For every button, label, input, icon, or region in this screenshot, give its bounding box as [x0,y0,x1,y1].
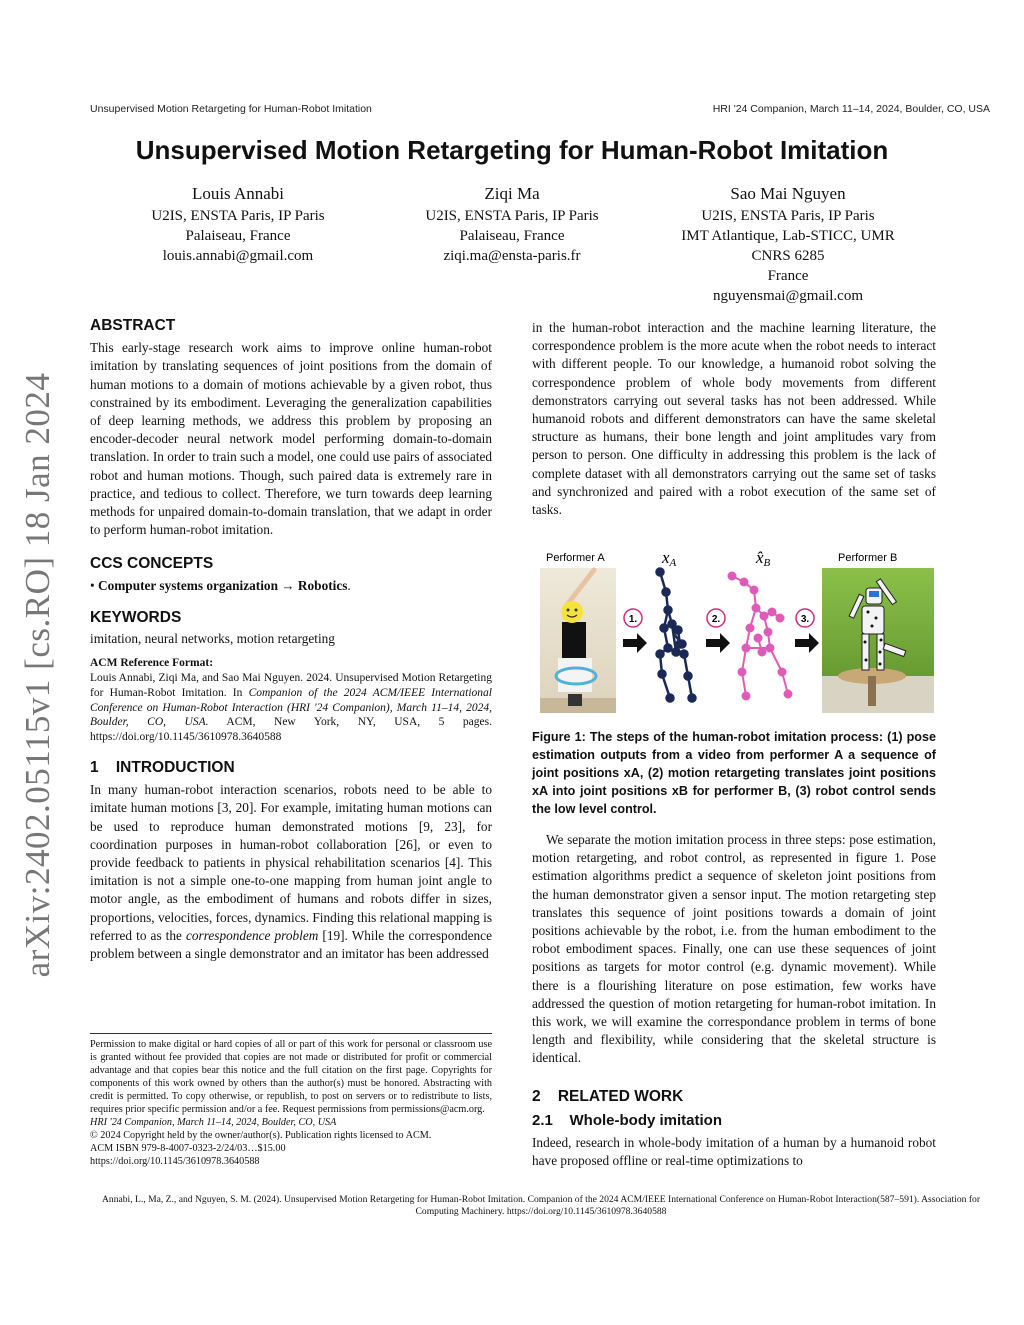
abstract-heading: ABSTRACT [90,317,176,334]
intro-part: In many human-robot interaction scenarios, robots need to be able to imitate human motions [3, 20]. For example, imitating human motions can be used to reproduce human demonstrated motions [9, 23], for coordination purposes in human-robot collaboration [26], or even to provide feedback to patients in physical rehabilitation scenarios [4]. This imitation is not a simple one-to-one mapping from human joint angle to motor angle, as the embodiment of humans and robots differ in sizes, proportions, velocities, forces, dynamics. Finding this relational mapping is referred to as the [90,782,492,943]
step-1-label: 1. [628,614,638,625]
arrow-right-icon [706,633,730,653]
right-top-paragraph: in the human-robot interaction and the machine learning literature, the correspondence problem is the more acute when the robot needs to interact with different people. To our knowledge, a humanoid robot solving the correspondence problem of whole body movements from different demonstrators carrying out several tasks has not been addressed. While humanoid robots and different demonstrators can have the same skeletal structure as humans, their bone length and joint amplitudes vary from person to person. One difficulty in addressing this problem is the lack of complete dataset with all demonstrators carrying out the same set of tasks and synchronized and paired with a robot execution of the same set of tasks. [532,320,936,518]
right-column-top [532,319,936,519]
acm-ref-heading: ACM Reference Format: [90,657,214,670]
author-email: louis.annabi@gmail.com [162,248,314,264]
performer-b-photo [822,568,934,713]
author-name: Louis Annabi [191,184,285,203]
author-affiliation: France [767,268,809,284]
step-2-label: 2. [711,614,721,625]
right-mid-paragraph: We separate the motion imitation process in three steps: pose estimation, motion retargeting, and robot control, as represented in figure 1. Pose estimation algorithms predict a sequence of skeleton joint positions from the human demonstrator given a sensor input. The motion retargeting step translates this sequence of joint positions towards a domain of joint positions achievable by the robot, i.e. from the human embodiment to the robot embodiment spaces. Finally, one can use these sequences of joint positions as targets for motor control (e.g. dynamic movement). While there is a flourishing literature on pose estimation, few works have addressed the question of motion retargeting for human-robot imitation. In this work, we will examine the correspondance problem in terms of bone length and flexibility, while considering that the skeletal structure is identical. [532,832,936,1066]
right-column-mid [532,831,936,1170]
arxiv-stamp [8,370,68,980]
arrow-right-icon [795,633,819,653]
human-skeleton [657,569,696,702]
ccs-period: . [347,577,351,593]
figure-label-xa-sub: A [669,557,677,569]
related-work-text: Indeed, research in whole-body imitation of a human by a humanoid robot have proposed offline or real-time optimizations to [532,1135,936,1169]
author-affiliation: U2IS, ENSTA Paris, IP Paris [701,208,875,224]
figure-1-svg [532,548,936,716]
step-3-label: 3. [800,614,810,625]
author-block-2 [362,184,662,266]
acm-ref-venue: Companion of the 2024 ACM/IEEE International Conference on Human-Robot Interaction (HRI '24 Companion), March 11–14, 2024, Boulder, CO, USA. [90,686,492,729]
keywords-text: imitation, neural networks, motion retargeting [90,631,335,647]
related-work-heading: 2 RELATED WORK [532,1087,684,1105]
figure-1 [532,548,936,716]
author-affiliation: IMT Atlantique, Lab-STICC, UMR [681,228,895,244]
ccs-bullet: • [90,577,95,593]
figure-label-xb [755,548,771,569]
figure-label-xb-sub: B [763,557,771,569]
intro-part: [19]. While the correspondence problem between a single demonstrator and an imitator has been addressed [90,927,492,962]
author-affiliation: U2IS, ENSTA Paris, IP Paris [151,208,325,224]
footnote-copyright: © 2024 Copyright held by the owner/author(s). Publication rights licensed to ACM. [90,1130,432,1141]
permission-text: Permission to make digital or hard copies of all or part of this work for personal or classroom use is granted without fee provided that copies are not made or distributed for profit or commercial advantage and that copies bear this notice and the full citation on the first page. Copyrights for components of this work owned by others than the author(s) must be honored. Abstracting with credit is permitted. To copy otherwise, or republish, to post on servers or to redistribute to lists, requires prior specific permission and/or a fee. Request permissions from permissions@acm.org. [90,1039,492,1115]
left-column [90,317,492,963]
figure-1-caption: Figure 1: The steps of the human-robot imitation process: (1) pose estimation outputs from a video from performer A a sequence of joint positions xA, (2) motion retargeting translates joint positions xA into joint positions xB for performer B, (3) robot control sends the low level control. [532,730,936,816]
acm-ref-part: ACM, New York, NY, USA, 5 pages. https://doi.org/10.1145/3610978.3640588 [90,716,492,744]
author-block-1 [88,184,388,266]
robot-skeleton [729,573,792,700]
running-header-left: Unsupervised Motion Retargeting for Human-Robot Imitation [90,103,372,115]
keywords-heading: KEYWORDS [90,608,182,626]
footnote-isbn: ACM ISBN 979-8-4007-0323-2/24/03…$15.00 [90,1143,286,1154]
acm-ref-text [90,671,492,745]
figure-label-performer-b: Performer B [838,552,898,564]
footnote-doi: https://doi.org/10.1145/3610978.3640588 [90,1156,260,1167]
figure-label-xa-base: x [662,548,670,567]
author-affiliation: U2IS, ENSTA Paris, IP Paris [425,208,599,224]
paper-title: Unsupervised Motion Retargeting for Human-Robot Imitation [135,135,889,165]
author-block-3 [638,184,938,306]
figure-label-xb-base: x̂ [756,548,764,567]
author-affiliation: Palaiseau, France [459,228,565,244]
bottom-citation: Annabi, L., Ma, Z., and Nguyen, S. M. (2024). Unsupervised Motion Retargeting for Human-Robot Imitation. Companion of the 2024 ACM/IEEE International Conference on Human-Robot Interaction(587–591). Association for Computing Machinery. https://doi.org/10.1145/3610978.3640588 [101,1194,981,1217]
acm-ref-part: Louis Annabi, Ziqi Ma, and Sao Mai Nguyen. 2024. Unsupervised Motion Retargeting for Human-Robot Imitation. In [90,672,492,699]
performer-a-photo [540,568,616,713]
intro-heading: 1 INTRODUCTION [90,759,235,777]
arrow-right-icon [623,633,647,653]
ccs-item: Computer systems organization → Robotics [97,577,348,593]
footnote-rule [90,1033,492,1034]
author-name: Sao Mai Nguyen [730,184,846,203]
figure-label-xa [661,548,677,569]
arxiv-stamp-text: arXiv:2402.05115v1 [cs.RO] 18 Jan 2024 [18,372,57,978]
whole-body-subheading: 2.1 Whole-body imitation [532,1111,723,1129]
author-name: Ziqi Ma [484,184,540,203]
intro-text [90,781,492,963]
author-email: ziqi.ma@ensta-paris.fr [443,248,581,264]
running-header-right: HRI '24 Companion, March 11–14, 2024, Boulder, CO, USA [712,103,990,115]
face-emoji-icon [561,601,583,623]
author-affiliation: CNRS 6285 [751,248,825,264]
abstract-text: This early-stage research work aims to improve online human-robot imitation by translating sequences of joint positions from the domain of human motions to a domain of motions achievable by a given robot, thus constrained by its embodiment. Leveraging the generalization capabilities of deep learning methods, we address this problem by proposing an encoder-decoder neural network model performing domain-to-domain translation. In order to train such a model, one could use pairs of associated robot and human motions. Though, such paired data is extremely rare in practice, and tedious to collect. Therefore, we turn towards deep learning methods for unpaired domain-to-domain translation, that we adapt in order to perform human-robot imitation. [90,340,492,538]
footnote-venue: HRI '24 Companion, March 11–14, 2024, Boulder, CO, USA [90,1117,337,1128]
ccs-concepts [90,577,492,595]
ccs-heading: CCS CONCEPTS [90,555,214,573]
permission-footnote [90,1038,492,1168]
figure-label-performer-a: Performer A [546,552,605,564]
intro-term: correspondence problem [186,927,319,943]
author-affiliation: Palaiseau, France [185,228,291,244]
author-email: nguyensmai@gmail.com [712,288,864,304]
